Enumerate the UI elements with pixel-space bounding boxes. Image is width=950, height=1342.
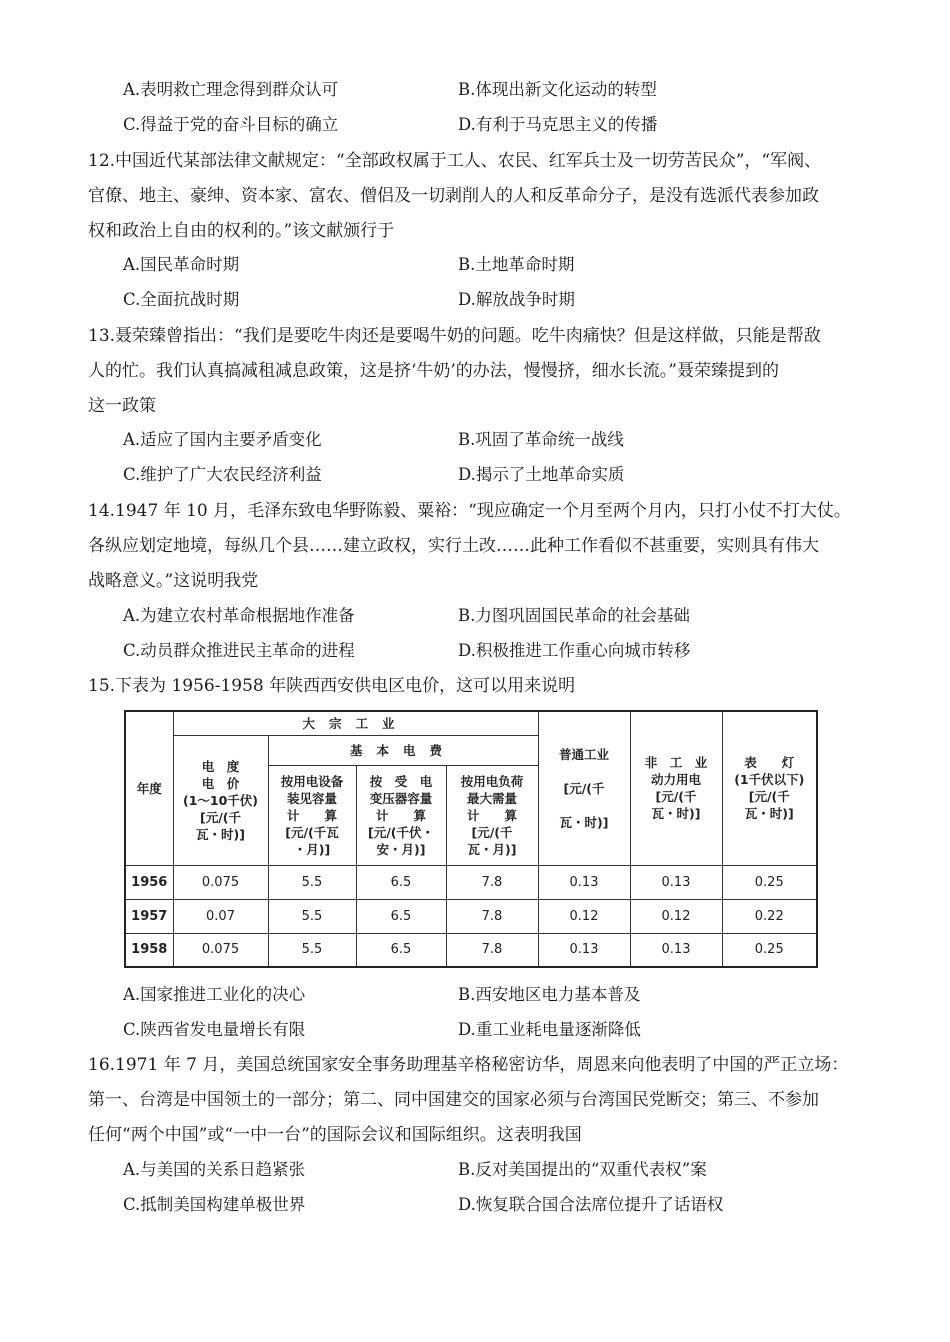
- electricity-price-table: [124, 710, 818, 968]
- q16-options-row-2: [0, 1188, 950, 1222]
- lamp-cell: 0.25: [722, 865, 817, 899]
- q14-option-c[interactable]: C.动员群众推进民主革命的进程: [123, 641, 355, 660]
- general-industry-header: 普通工业 [元/(千 瓦・时)]: [538, 711, 630, 865]
- q13-options-row-2: [0, 458, 950, 492]
- peak-cell: 7.8: [446, 865, 538, 899]
- q12-option-a[interactable]: A.国民革命时期: [123, 255, 240, 274]
- lamp-cell: 0.22: [722, 899, 817, 933]
- table-row: [125, 899, 817, 933]
- heavy-industry-header: 大宗工业: [173, 711, 538, 735]
- q13-option-d[interactable]: D.揭示了土地革命实质: [458, 465, 625, 484]
- q13-option-b[interactable]: B.巩固了革命统一战线: [458, 430, 624, 449]
- nonindustrial-cell: 0.13: [630, 865, 722, 899]
- year-header: 年度: [125, 711, 173, 865]
- q11-options-row-1: [0, 73, 950, 107]
- q13-stem-line-3: 这一政策: [88, 396, 156, 416]
- q14-option-d[interactable]: D.积极推进工作重心向城市转移: [458, 641, 691, 660]
- q12-option-d[interactable]: D.解放战争时期: [458, 290, 575, 309]
- q11-option-a[interactable]: A.表明救亡理念得到群众认可: [123, 80, 339, 99]
- q15-options-row-1: [0, 978, 950, 1012]
- equip-capacity-header: 按用电设备 装见容量 计 算 [元/(千瓦 ・月)]: [268, 765, 356, 865]
- q16-option-c[interactable]: C.抵制美国构建单极世界: [123, 1195, 306, 1214]
- table-row: [125, 933, 817, 967]
- q16-option-d[interactable]: D.恢复联合国合法席位提升了话语权: [458, 1195, 724, 1214]
- degree-price-header: 电 度 电 价 (1～10千伏) [元/(千 瓦・时)]: [173, 735, 268, 865]
- equip-cell: 5.5: [268, 899, 356, 933]
- transformer-cell: 6.5: [356, 865, 446, 899]
- transformer-cell: 6.5: [356, 899, 446, 933]
- transformer-cell: 6.5: [356, 933, 446, 967]
- general-cell: 0.13: [538, 933, 630, 967]
- q15-option-a[interactable]: A.国家推进工业化的决心: [123, 985, 306, 1004]
- peak-cell: 7.8: [446, 899, 538, 933]
- q12-option-b[interactable]: B.土地革命时期: [458, 255, 575, 274]
- year-cell: 1958: [125, 933, 173, 967]
- q14-option-b[interactable]: B.力图巩固国民革命的社会基础: [458, 606, 690, 625]
- nonindustrial-cell: 0.12: [630, 899, 722, 933]
- year-cell: 1956: [125, 865, 173, 899]
- q15-option-d[interactable]: D.重工业耗电量逐渐降低: [458, 1020, 641, 1039]
- q12-stem-line-1: 12.中国近代某部法律文献规定：“全部政权属于工人、农民、红军兵士及一切劳苦民众”，“军阀、: [88, 151, 822, 171]
- general-cell: 0.13: [538, 865, 630, 899]
- q13-option-c[interactable]: C.维护了广大农民经济利益: [123, 465, 322, 484]
- q14-options-row-2: [0, 634, 950, 668]
- q14-stem-line-2: 各纵应划定地境，每纵几个县……建立政权，实行土改……此种工作看似不甚重要，实则具有伟大: [88, 536, 819, 556]
- equip-cell: 5.5: [268, 865, 356, 899]
- q14-options-row-1: [0, 599, 950, 633]
- q16-option-a[interactable]: A.与美国的关系日趋紧张: [123, 1160, 306, 1179]
- year-cell: 1957: [125, 899, 173, 933]
- q13-stem-line-1: 13.聂荣臻曾指出：“我们是要吃牛肉还是要喝牛奶的问题。吃牛肉痛快？但是这样做，只能是帮敌: [88, 326, 821, 346]
- degree-cell: 0.075: [173, 933, 268, 967]
- q16-stem-line-3: 任何“两个中国”或“一中一台”的国际会议和国际组织。这表明我国: [88, 1125, 582, 1145]
- q11-option-c[interactable]: C.得益于党的奋斗目标的确立: [123, 115, 339, 134]
- table-row: [125, 865, 817, 899]
- degree-cell: 0.075: [173, 865, 268, 899]
- degree-cell: 0.07: [173, 899, 268, 933]
- q14-option-a[interactable]: A.为建立农村革命根据地作准备: [123, 606, 355, 625]
- q14-stem-line-3: 战略意义。”这说明我党: [88, 571, 259, 591]
- q16-options-row-1: [0, 1153, 950, 1187]
- q11-option-b[interactable]: B.体现出新文化运动的转型: [458, 80, 657, 99]
- q13-options-row-1: [0, 423, 950, 457]
- q13-option-a[interactable]: A.适应了国内主要矛盾变化: [123, 430, 322, 449]
- q16-stem-line-1: 16.1971 年 7 月，美国总统国家安全事务助理基辛格秘密访华，周恩来向他表明了中国的严正立场：: [88, 1055, 849, 1075]
- q15-option-b[interactable]: B.西安地区电力基本普及: [458, 985, 641, 1004]
- nonindustrial-cell: 0.13: [630, 933, 722, 967]
- lamp-header: 表 灯 (1千伏以下) [元/(千 瓦・时)]: [722, 711, 817, 865]
- q11-options-row-2: [0, 108, 950, 142]
- q12-options-row-1: [0, 248, 950, 282]
- general-cell: 0.12: [538, 899, 630, 933]
- q16-option-b[interactable]: B.反对美国提出的“双重代表权”案: [458, 1160, 707, 1179]
- peak-demand-header: 按用电负荷 最大需量 计 算 [元/(千 瓦・月)]: [446, 765, 538, 865]
- q15-options-row-2: [0, 1013, 950, 1047]
- q16-stem-line-2: 第一、台湾是中国领土的一部分；第二、同中国建交的国家必须与台湾国民党断交；第三、不参加: [88, 1090, 819, 1110]
- non-industrial-power-header: 非 工 业 动力用电 [元/(千 瓦・时)]: [630, 711, 722, 865]
- lamp-cell: 0.25: [722, 933, 817, 967]
- q14-stem-line-1: 14.1947 年 10 月，毛泽东致电华野陈毅、粟裕：“现应确定一个月至两个月内，只打小仗不打大仗。: [88, 501, 851, 521]
- equip-cell: 5.5: [268, 933, 356, 967]
- q13-stem-line-2: 人的忙。我们认真搞减租减息政策，这是挤‘牛奶’的办法，慢慢挤，细水长流。”聂荣臻提到的: [88, 361, 779, 381]
- q12-stem-line-3: 权和政治上自由的权利的。”该文献颁行于: [88, 221, 395, 241]
- q12-option-c[interactable]: C.全面抗战时期: [123, 290, 240, 309]
- q12-stem-line-2: 官僚、地主、豪绅、资本家、富农、僧侣及一切剥削人的人和反革命分子，是没有选派代表参加政: [88, 186, 819, 206]
- q12-options-row-2: [0, 283, 950, 317]
- q15-option-c[interactable]: C.陕西省发电量增长有限: [123, 1020, 306, 1039]
- basic-fee-header: 基本电费: [268, 735, 538, 765]
- peak-cell: 7.8: [446, 933, 538, 967]
- transformer-capacity-header: 按 受 电 变压器容量 计 算 [元/(千伏・ 安・月)]: [356, 765, 446, 865]
- q15-stem: 15.下表为 1956-1958 年陕西西安供电区电价，这可以用来说明: [88, 676, 576, 696]
- q11-option-d[interactable]: D.有利于马克思主义的传播: [458, 115, 658, 134]
